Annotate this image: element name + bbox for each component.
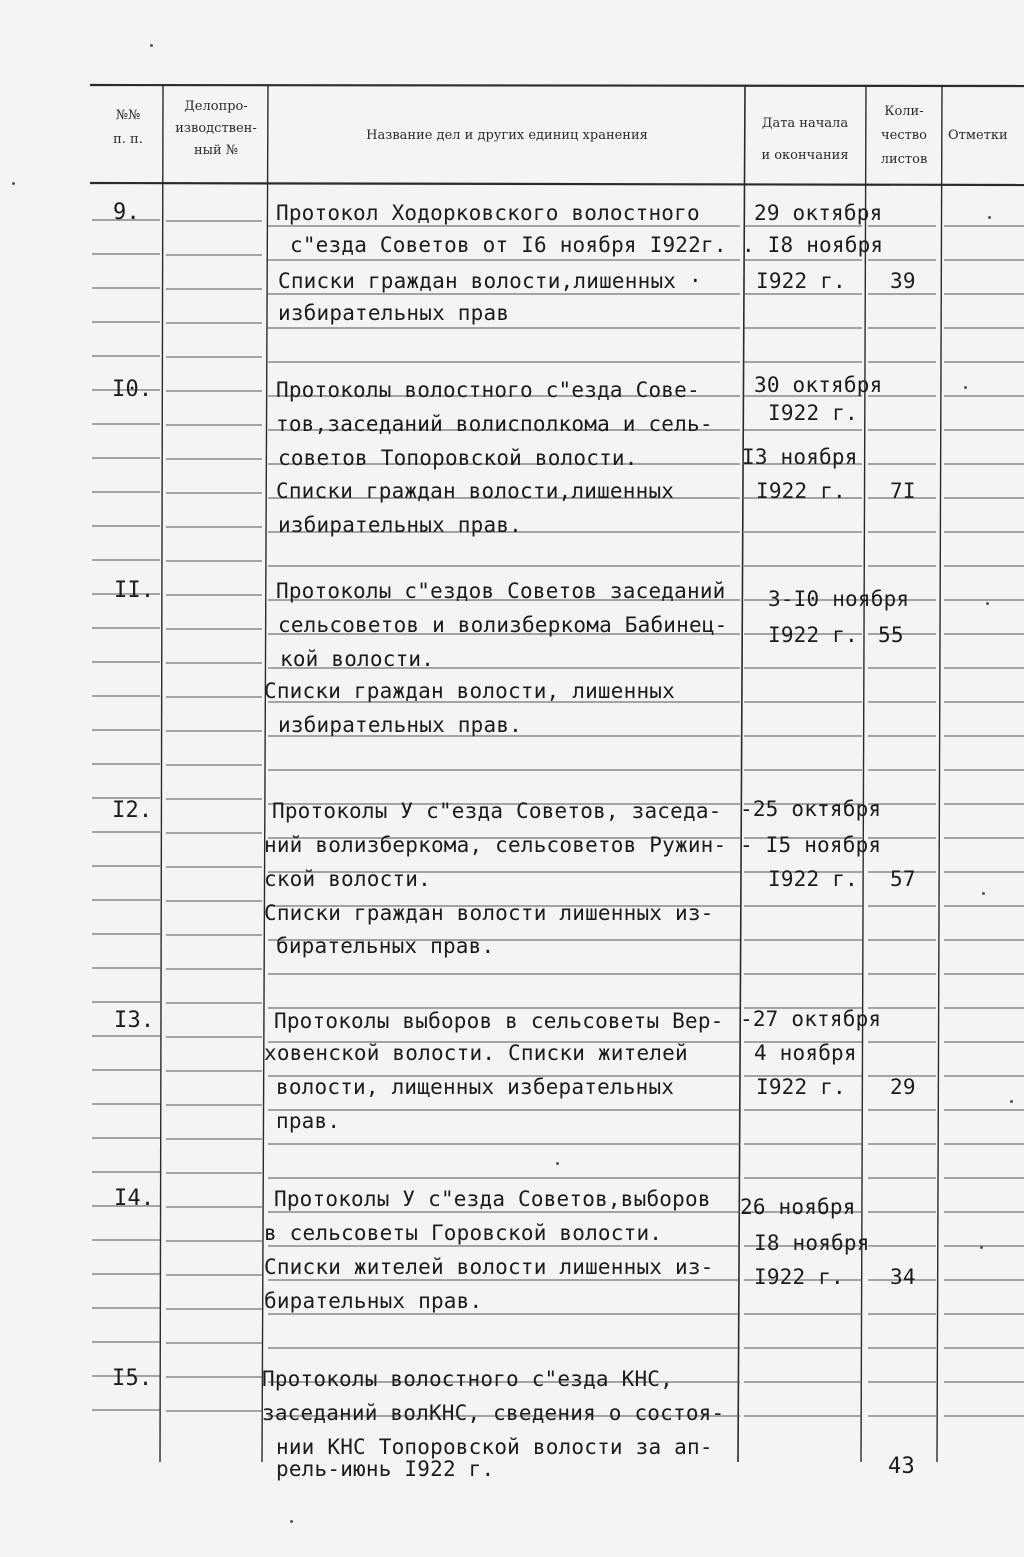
entry-date: I922 г. [768,867,858,891]
scan-speck [986,602,989,605]
scan-speck [980,1246,983,1249]
entry-title-line: тов,заседаний волисполкома и сель- [276,412,713,436]
scan-speck [556,1162,559,1165]
entry-title-line: советов Топоровской волости. [278,446,638,470]
entry-title-line: заседаний волКНС, сведения о состоя- [262,1401,725,1425]
entry-title-line: избирательных прав. [278,713,523,737]
entry-date: 30 октября [754,373,883,397]
entry-title-line: Протоколы волостного с"езда КНС, [262,1367,673,1391]
entry-number: II. [114,578,155,603]
entry-date: I922 г. [756,479,846,503]
scan-speck [964,386,967,389]
header-title: Название дел и других единиц хранения [366,128,648,143]
header-number: №№ п. п. [113,108,143,147]
entry-title-line: Списки граждан волости,лишенных [276,479,675,503]
entry-number: I3. [114,1008,155,1033]
entry-sheet-count: 7I [890,479,916,503]
entry-title-line: сельсоветов и волизберкома Бабинец- [278,613,728,637]
entry-title-line: избирательных прав [278,301,510,325]
entry-number: 9. [113,200,140,225]
header-notes: Отметки [948,128,1008,143]
entry-date: -27 октября [740,1007,882,1031]
entry-title-line: ховенской волости. Списки жителей [264,1041,688,1065]
page-number: 43 [888,1454,915,1479]
entry-sheet-count: 34 [890,1265,916,1289]
scan-speck [982,892,985,895]
entry-title-line: прав. [276,1109,341,1133]
entry-date: 3-I0 ноября [768,587,910,611]
entry-sheet-count: 29 [890,1075,916,1099]
entry-date: I922 г. [754,1265,844,1289]
entry-sheet-count: 39 [890,269,916,293]
entry-title-line: нии КНС Топоровской волости за ап- [276,1435,713,1459]
entry-date: 26 ноября [740,1195,856,1219]
entry-sheet-count: 57 [890,867,916,891]
entry-number: I2. [112,798,153,823]
header-sheet-count: Коли- чество листов [880,104,928,167]
scan-speck [12,182,15,185]
entry-title-line: Протоколы У с"езда Советов, заседа- [272,799,722,823]
entry-sheet-count: 55 [878,623,904,647]
scan-speck [1010,1100,1013,1103]
entry-date: -25 октября [740,797,882,821]
entry-title-line: ской волости. [264,867,431,891]
entry-date: - I5 ноября [740,833,882,857]
entry-title-line: избирательных прав. [278,513,523,537]
entry-title-line: кой волости. [280,647,435,671]
entry-date: I922 г. [756,1075,846,1099]
entry-title-line: в сельсоветы Горовской волости. [264,1221,663,1245]
scan-speck [988,216,991,219]
entry-date: I922 г. [756,269,846,293]
entry-title-line: Протокол Ходорковского волостного [276,201,700,225]
entry-date: I8 ноября [754,1231,870,1255]
entry-title-line: Списки граждан волости,лишенных · [278,269,702,293]
entry-date: . I8 ноября [742,233,884,257]
entry-title-line: Протоколы с"ездов Советов заседаний [276,579,726,603]
entry-date: 29 октября [754,201,883,225]
entry-title-line: Списки жителей волости лишенных из- [264,1255,714,1279]
header-office-number: Делопро- изводствен- ный № [175,99,257,158]
entry-title-line: волости, лищенных изберательных [276,1075,675,1099]
entry-title-line: бирательных прав. [276,934,495,958]
entry-title-line: Протоколы выборов в сельсоветы Вер- [274,1009,724,1033]
entry-title-line: Списки граждан волости, лишенных [264,679,675,703]
entry-date: I922 г. [768,623,858,647]
scan-speck [290,1520,293,1523]
entry-title-line: Протоколы У с"езда Советов,выборов [274,1187,711,1211]
entry-title-line: с"езда Советов от I6 ноября I922г. [290,233,727,257]
scan-speck [150,44,153,47]
header-dates: Дата начала и окончания [761,116,849,163]
entry-number: I4. [114,1186,155,1211]
entry-title-line: Протоколы волостного с"езда Сове- [276,378,700,402]
entry-title-line: ний волизберкома, сельсоветов Ружин- [264,833,727,857]
entry-title-line: бирательных прав. [264,1289,483,1313]
entry-date: I922 г. [768,401,858,425]
entry-title-line: Списки граждан волости лишенных из- [264,901,714,925]
entry-date: 4 ноября [754,1041,857,1065]
entry-number: I0. [112,377,153,402]
entry-title-line: рель-июнь I922 г. [276,1457,495,1481]
entry-date: I3 ноября [742,445,858,469]
entry-number: I5. [112,1366,153,1391]
